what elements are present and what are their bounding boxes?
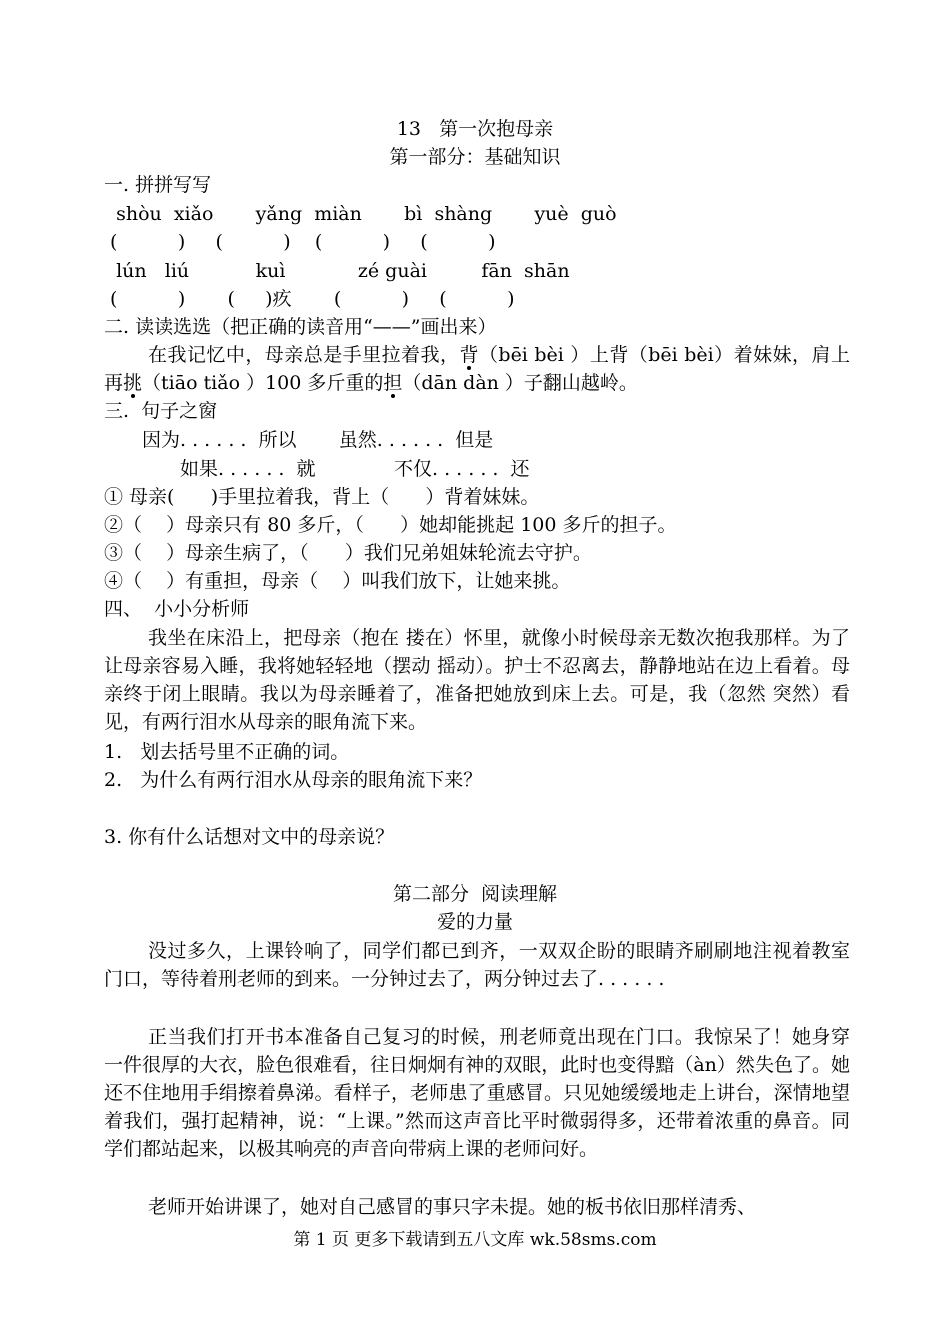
- para-text: （bēi bèi ）上背（bēi bèi）着妹妹，肩上再: [104, 344, 850, 394]
- question-4: ④（ ）有重担，母亲（ ）叫我们放下，让她来挑。: [104, 570, 571, 592]
- question-2: ②（ ）母亲只有 80 多斤，（ ）她却能挑起 100 多斤的担子。: [104, 514, 677, 536]
- blank-row-1: ( ) ( ) ( ) ( ): [104, 231, 496, 253]
- reading-title: 爱的力量: [436, 911, 513, 933]
- section4-paragraph: 我坐在床沿上，把母亲（抱在 搂在）怀里，就像小时候母亲无数次抱我那样。为了让母亲容易入睡，我将她轻轻地（摆动 摇动）。护士不忍离去，静静地站在边上看着。母亲终于闭上眼睛。我以为母亲睡着了，准备把她放到床上去。可是，我（忽然 突然）看见，有两行泪水从母亲的眼角流下来。: [104, 627, 850, 733]
- blank-row-2: ( ) ( )疚 ( ) ( ): [104, 288, 515, 310]
- section3-heading: 三. 句子之窗: [104, 400, 218, 422]
- analysis-item-1: 1. 划去括号里不正确的词。: [104, 741, 350, 763]
- section2-paragraph: [104, 341, 850, 397]
- dotted-char: 背: [459, 344, 479, 366]
- dotted-char: 挑: [123, 372, 143, 394]
- page-footer: 第 1 页 更多下载请到五八文库 wk.58sms.com: [293, 1230, 657, 1250]
- part1-title: 第一部分：基础知识: [389, 146, 561, 168]
- para-text: 在我记忆中，母亲总是手里拉着我，: [148, 344, 460, 366]
- conjunction-pairs-1: 因为. . . . . . 所以 虽然. . . . . . 但是: [142, 429, 494, 451]
- part2-title: 第二部分 阅读理解: [392, 883, 558, 905]
- para-text: （dān dàn ）子翻山越岭。: [402, 372, 638, 394]
- section2-heading: 二. 读读选选（把正确的读音用“——”画出来）: [104, 316, 497, 338]
- reading-paragraph-3: 老师开始讲课了，她对自己感冒的事只字未提。她的板书依旧那样清秀、: [148, 1196, 757, 1218]
- reading-paragraph-1: 没过多久，上课铃响了，同学们都已到齐，一双双企盼的眼睛齐刷刷地注视着教室门口，等待着刑老师的到来。一分钟过去了，两分钟过去了. . . . . .: [104, 940, 850, 990]
- question-1: ① 母亲( )手里拉着我，背上（ ）背着妹妹。: [104, 486, 540, 508]
- para-text: （tiāo tiǎo ）100 多斤重的: [142, 372, 384, 394]
- pinyin-row-2: lún liú kuì zé guài fān shān: [104, 260, 570, 282]
- analysis-item-3: 3. 你有什么话想对文中的母亲说？: [104, 826, 395, 848]
- lesson-title: 13 第一次抱母亲: [396, 118, 554, 140]
- pinyin-row-1: shòu xiǎo yǎng miàn bì shàng yuè guò: [104, 203, 617, 225]
- conjunction-pairs-2: 如果. . . . . . 就 不仅. . . . . . 还: [180, 458, 530, 480]
- dotted-char: 担: [383, 372, 403, 394]
- section1-heading: 一. 拼拼写写: [104, 174, 212, 196]
- analysis-item-2: 2. 为什么有两行泪水从母亲的眼角流下来？: [104, 769, 483, 791]
- reading-paragraph-2: 正当我们打开书本准备自己复习的时候，刑老师竟出现在门口。我惊呆了！她身穿一件很厚的大衣，脸色很难看，往日炯炯有神的双眼，此时也变得黯（àn）然失色了。她还不住地用手绢擦着鼻涕。看样子，老师患了重感冒。只见她缓缓地走上讲台，深情地望着我们，强打起精神，说：“上课。”然而这声音比平时微弱得多，还带着浓重的鼻音。同学们都站起来，以极其响亮的声音向带病上课的老师问好。: [104, 1026, 850, 1160]
- section4-heading: 四、 小小分析师: [104, 598, 250, 620]
- question-3: ③（ ）母亲生病了，（ ）我们兄弟姐妹轮流去守护。: [104, 542, 592, 564]
